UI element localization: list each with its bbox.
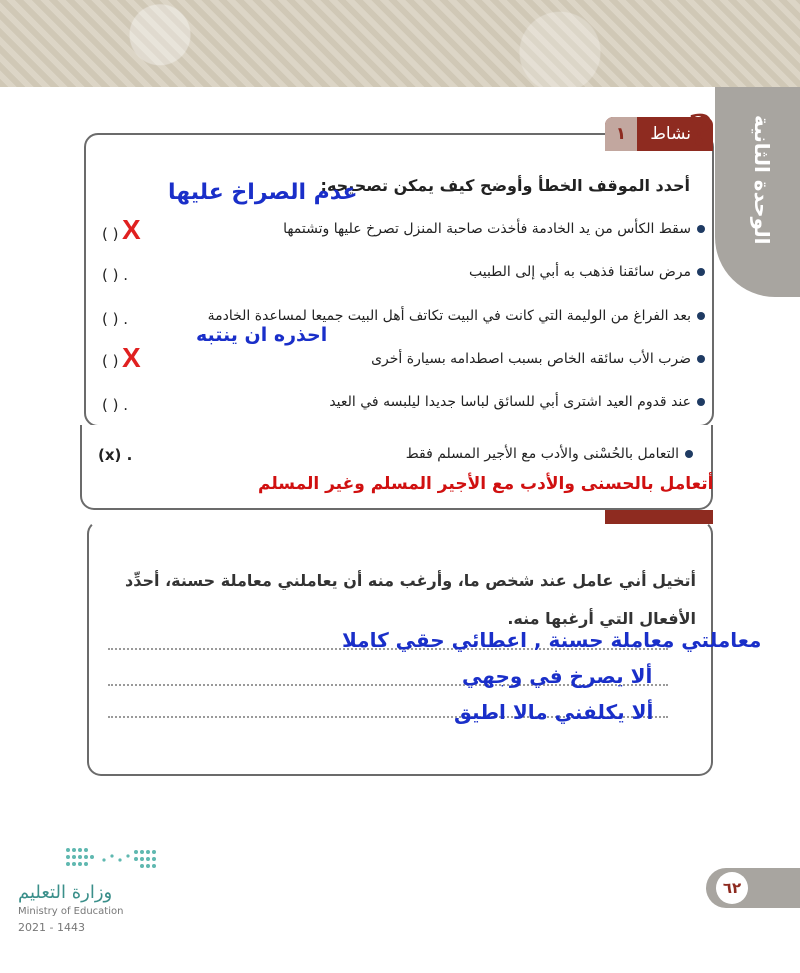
decorative-header-band bbox=[0, 0, 800, 87]
ministry-name-english: Ministry of Education bbox=[18, 906, 124, 917]
item-text: سقط الكأس من يد الخادمة فأخذت صاحبة المنزل تصرخ عليها وتشتمها bbox=[283, 221, 691, 237]
activity1-label: نشاط bbox=[650, 124, 691, 144]
bullet-icon bbox=[697, 398, 705, 406]
activity1-panel-extension bbox=[80, 425, 713, 510]
item-text: ضرب الأب سائقه الخاص بسبب اصطدامه بسيارة أخرى bbox=[371, 351, 691, 367]
handwritten-answer: ألا يصرخ في وجهي bbox=[462, 664, 653, 688]
list-item bbox=[371, 351, 705, 367]
item-text: عند قدوم العيد اشترى أبي للسائق لباسا جديدا ليلبسه في العيد bbox=[329, 394, 691, 410]
item-text: بعد الفراغ من الوليمة التي كانت في البيت تكاتف أهل البيت جميعا لمساعدة الخادمة bbox=[207, 308, 691, 324]
page-number-tab bbox=[706, 868, 800, 908]
list-item bbox=[406, 446, 693, 462]
handwritten-correction: احذره ان ينتبه bbox=[196, 324, 328, 346]
year-label: 2021 - 1443 bbox=[18, 921, 85, 934]
list-item bbox=[283, 221, 705, 237]
activity1-instruction: أحدد الموقف الخطأ وأوضح كيف يمكن تصحيحه: bbox=[320, 176, 690, 195]
activity2-question: أتخيل أني عامل عند شخص ما، وأرغب منه أن يعاملني معاملة حسنة، أحدِّد الأفعال التي أرغبها منه. bbox=[125, 571, 696, 628]
list-item bbox=[329, 394, 705, 410]
item-text: مرض سائقنا فذهب به أبي إلى الطبيب bbox=[468, 264, 691, 280]
ministry-name-arabic: وزارة التعليم bbox=[18, 882, 113, 903]
answer-paren: ( ) . bbox=[102, 352, 129, 370]
handwritten-correction: عدم الصراخ عليها bbox=[168, 180, 358, 205]
page-number: ٦٢ bbox=[716, 872, 748, 904]
bullet-icon bbox=[697, 268, 705, 276]
handwritten-correction: أتعامل بالحسنى والأدب مع الأجير المسلم وغير المسلم bbox=[258, 474, 714, 494]
x-mark: X bbox=[122, 214, 141, 245]
handwritten-answer: ألا يكلفني مالا اطيق bbox=[454, 700, 654, 724]
answer-paren: ( ) . bbox=[102, 396, 129, 414]
unit-title: الوحدة الثانية bbox=[750, 115, 774, 245]
activity1-number: ١ bbox=[605, 117, 637, 151]
bullet-icon bbox=[697, 355, 705, 363]
question-mark-icon: ? bbox=[688, 106, 713, 155]
answer-paren: ( ) . bbox=[102, 225, 129, 243]
answer-paren: (x) . bbox=[98, 446, 133, 464]
answer-paren: ( ) . bbox=[102, 266, 129, 284]
bullet-icon bbox=[697, 312, 705, 320]
handwritten-answer: معاملتي معاملة حسنة , اعطائي حقي كاملا bbox=[342, 628, 762, 652]
list-item bbox=[469, 264, 705, 280]
bullet-icon bbox=[697, 225, 705, 233]
list-item bbox=[208, 308, 705, 324]
answer-paren: ( ) . bbox=[102, 310, 129, 328]
ministry-logo-icon bbox=[64, 846, 160, 874]
item-text: التعامل بالحُسْنى والأدب مع الأجير المسلم فقط bbox=[405, 446, 679, 462]
activity2-badge bbox=[605, 510, 713, 524]
bullet-icon bbox=[685, 450, 693, 458]
x-mark: X bbox=[122, 342, 141, 373]
